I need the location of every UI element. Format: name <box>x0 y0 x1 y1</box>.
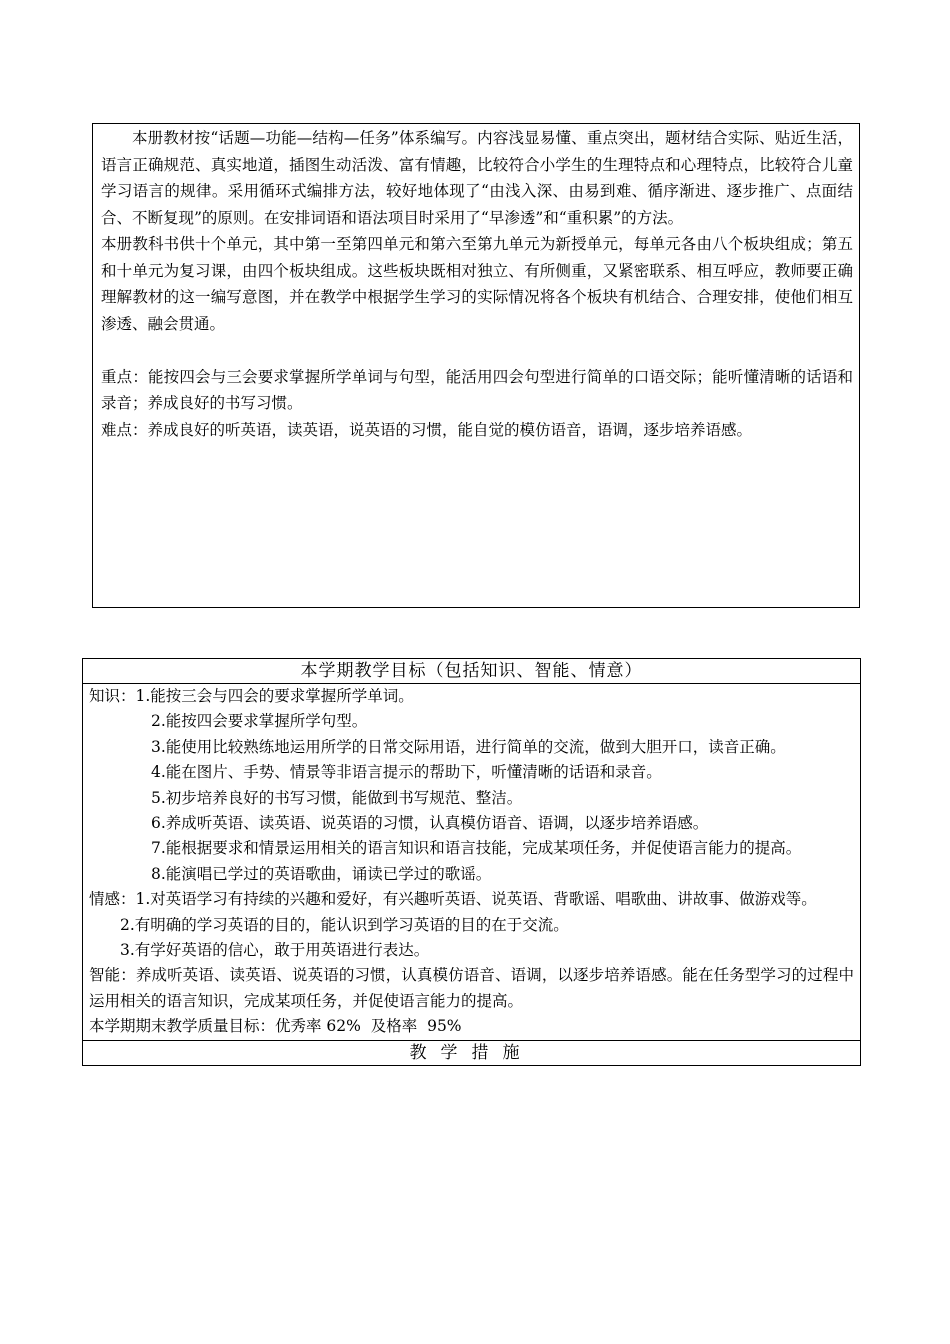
intelligence-goal: 智能：养成听英语、读英语、说英语的习惯，认真模仿语音、语调，以逐步培养语感。能在任务型学习的过程中运用相关的语言知识，完成某项任务，并促使语言能力的提高。 <box>89 966 854 1010</box>
difficulties: 难点：养成良好的听英语，读英语，说英语的习惯，能自觉的模仿语音，语调，逐步培养语感。 <box>101 420 753 439</box>
quality-target: 本学期期末教学质量目标：优秀率 62% 及格率 95% <box>89 1017 462 1036</box>
measures-header: 教学措施 <box>83 1040 861 1065</box>
emotion-item-1: 情感：1.对英语学习有持续的兴趣和爱好，有兴趣听英语、说英语、背歌谣、唱歌曲、讲故事、做游戏等。 <box>89 890 817 909</box>
goals-content <box>83 684 861 1041</box>
knowledge-item-2: 2.能按四会要求掌握所学句型。 <box>151 712 368 731</box>
knowledge-item-8: 8.能演唱已学过的英语歌曲，诵读已学过的歌谣。 <box>151 864 492 883</box>
knowledge-item-3: 3.能使用比较熟练地运用所学的日常交际用语，进行简单的交流，做到大胆开口，读音正确。 <box>151 737 786 756</box>
knowledge-item-1: 知识：1.能按三会与四会的要求掌握所学单词。 <box>89 687 414 705</box>
textbook-overview-box <box>92 123 860 608</box>
teaching-goals-table <box>82 658 861 1066</box>
knowledge-item-5: 5.初步培养良好的书写习惯，能做到书写规范、整洁。 <box>151 788 523 807</box>
key-points: 重点：能按四会与三会要求掌握所学单词与句型，能活用四会句型进行简单的口语交际；能听懂清晰的话语和录音；养成良好的书写习惯。 <box>101 367 853 412</box>
overview-paragraph-1: 本册教材按“话题—功能—结构—任务”体系编写。内容浅显易懂、重点突出，题材结合实际、贴近生活，语言正确规范、真实地道，插图生动活泼、富有情趣，比较符合小学生的生理特点和心理特点，比较符合儿童学习语言的规律。采用循环式编排方法，较好地体现了“由浅入深、由易到难、循序渐进、逐步推广、点面结合、不断复现”的原则。在安排词语和语法项目时采用了“早渗透”和“重积累”的方法。 <box>101 129 853 227</box>
emotion-item-3: 3.有学好英语的信心，敢于用英语进行表达。 <box>120 941 430 960</box>
goals-header: 本学期教学目标（包括知识、智能、情意） <box>83 659 861 684</box>
knowledge-item-4: 4.能在图片、手势、情景等非语言提示的帮助下，听懂清晰的话语和录音。 <box>151 763 662 782</box>
knowledge-item-7: 7.能根据要求和情景运用相关的语言知识和语言技能，完成某项任务，并促使语言能力的提高。 <box>151 839 802 858</box>
blank-line <box>101 337 853 364</box>
knowledge-item-6: 6.养成听英语、读英语、说英语的习惯，认真模仿语音、语调，以逐步培养语感。 <box>151 814 709 833</box>
overview-paragraph-2: 本册教科书供十个单元，其中第一至第四单元和第六至第九单元为新授单元，每单元各由八个板块组成；第五和十单元为复习课，由四个板块组成。这些板块既相对独立、有所侧重，又紧密联系、相互呼应，教师要正确理解教材的这一编写意图，并在教学中根据学生学习的实际情况将各个板块有机结合、合理安排，使他们相互渗透、融会贯通。 <box>101 235 853 333</box>
emotion-item-2: 2.有明确的学习英语的目的，能认识到学习英语的目的在于交流。 <box>120 915 569 934</box>
